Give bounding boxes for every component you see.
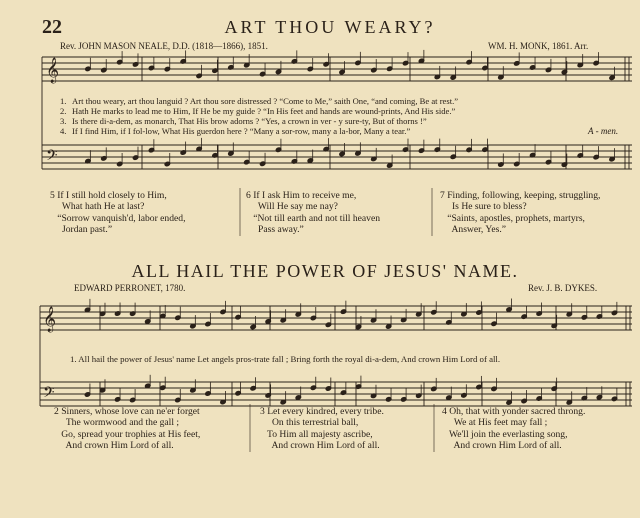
hymn2-verse-3: 3 Let every kindred, every tribe. On this terrestrial ball, To Him all majesty ascribe, And crown Him Lord of all. [260,406,384,452]
hymn1-verse-6: 6 If I ask Him to receive me, Will He say me nay? “Not till earth and not till heaven Pass away.” [246,190,381,236]
hymn2-title: ALL HAIL THE POWER OF JESUS' NAME. [131,261,519,281]
hymn2-author: EDWARD PERRONET, 1780. [74,283,186,293]
hymn1-title: ART THOU WEARY? [224,17,436,37]
treble-clef-icon: 𝄞 [43,307,57,332]
hymn1-lyric-line: 2. Hath He marks to lead me to Him, If He be my guide ? “In His feet and hands are wound-prints, And His side.” [60,106,456,116]
hymn1-lyric-line: 1. Art thou weary, art thou languid ? Art thou sore distressed ? “Come to Me,” saith One, “and coming, Be at rest.” [60,96,459,106]
hymn2-verse-2: 2 Sinners, whose love can ne'er forget The wormwood and the gall ; Go, spread your trophies at His feet, And crown Him Lord of all. [54,406,201,452]
treble-clef-icon: 𝄞 [46,58,60,83]
hymn1-verse-5: 5 If I still hold closely to Him, What hath He at last? “Sorrow vanquish'd, labor ended, Jordan past.” [50,190,186,236]
hymn2-lyric-line: 1. All hail the power of Jesus' name Let angels pros-trate fall ; Bring forth the royal di-a-dem, And crown Him Lord of all. [70,354,501,364]
hymn1-verse-7: 7 Finding, following, keeping, struggling, Is He sure to bless? “Saints, apostles, prophets, martyrs, Answer, Yes.” [440,190,601,236]
page-number: 22 [42,16,62,38]
hymn2-verse-4: 4 Oh, that with yonder sacred throng. We at His feet may fall ; We'll join the everlasting song, And crown Him Lord of all. [442,406,586,452]
hymn1-author: Rev. JOHN MASON NEALE, D.D. (1818—1866), 1851. [60,41,268,51]
hymn1-composer: WM. H. MONK, 1861. Arr. [488,41,589,51]
hymn2-composer: Rev. J. B. DYKES. [528,283,598,293]
hymn1-amen: A - men. [588,126,619,136]
bass-clef-icon: 𝄢 [46,147,58,168]
bass-clef-icon: 𝄢 [43,384,55,405]
hymn1-lyric-line: 4. If I find Him, if I fol-low, What His guerdon here ? “Many a sor-row, many a la-bor, Many a tear.” [60,126,411,136]
hymn1-lyric-line: 3. Is there di-a-dem, as monarch, That His brow adorns ? “Yes, a crown in ver - y sure-ty, But of thorns !” [60,116,427,126]
